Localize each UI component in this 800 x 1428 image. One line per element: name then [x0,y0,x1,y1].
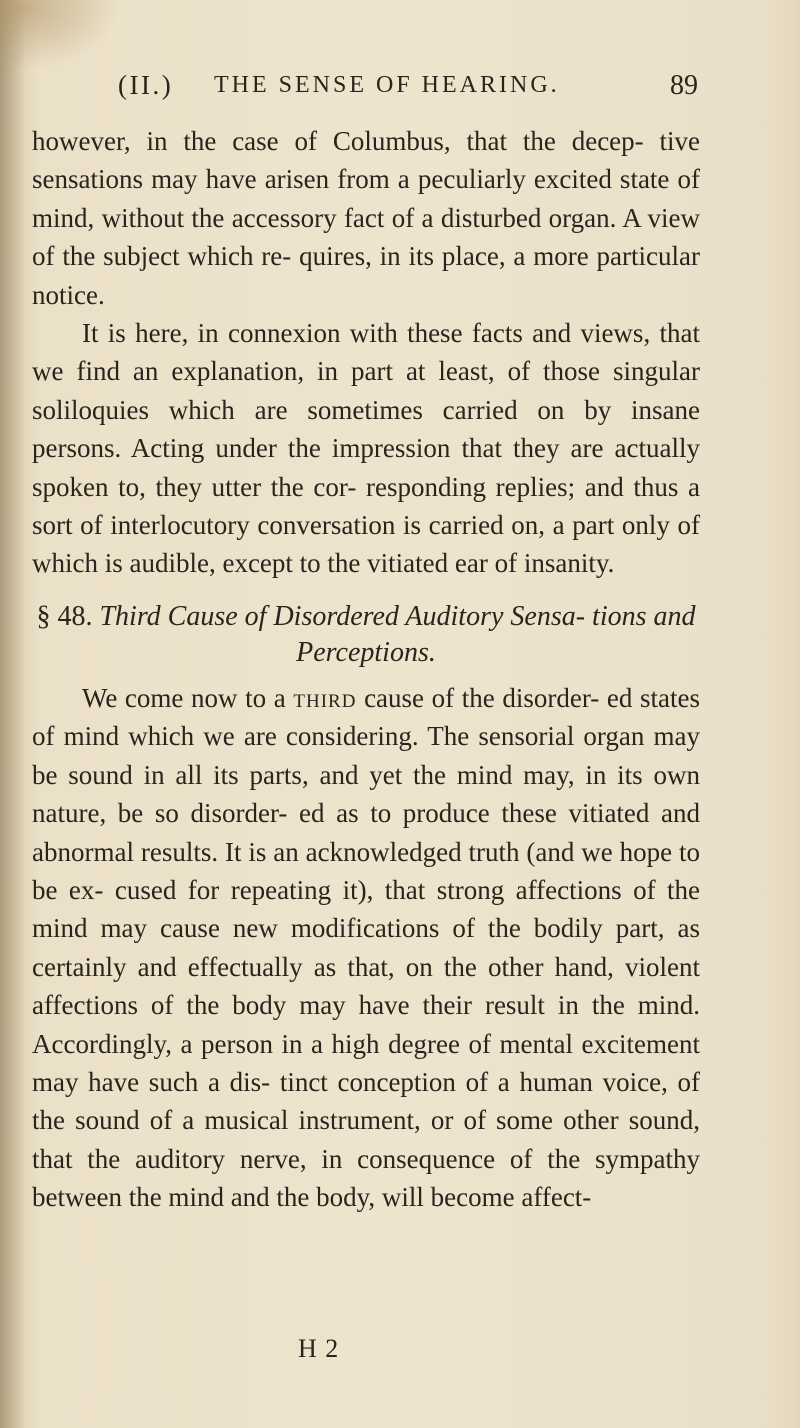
gutter-shadow [0,0,26,1428]
paragraph-body: cause of the disorder- ed states of mind which we are considering. The sensorial organ may be sound in all its parts, and yet the mind may, in its own nature, be so disorder- ed as to produce these vitiated and abnormal results. It is an acknowledged truth (and we hope to be ex- cused for repeating it), that strong affections of the mind may cause new modifications of the bodily part, as certainly and effectually as that, on the other hand, violent affections of the body may have their result in the mind. Accordingly, a person in a high degree of mental excitement may have such a dis- tinct conception of a human voice, of the sound of a musical instrument, or of some other sound, that the auditory nerve, in consequence of the sympathy between the mind and the body, will become affect- [32,682,700,1213]
section-title: Third Cause of Disordered Auditory Sensa- tions and Perceptions. [99,600,696,668]
section-number: § 48. [36,600,93,632]
signature-mark: H 2 [298,1334,340,1363]
corner-stain [0,0,120,70]
body-text [32,122,700,1217]
paragraph-lead: We come now to a [82,682,286,713]
paragraph: however, in the case of Columbus, that the decep- tive sensations may have arisen from a peculiarly excited state of mind, without the accessory fact of a disturbed organ. A view of the subject which re- quires, in its place, a more particular notice. [32,126,700,310]
paragraph [32,679,700,1217]
page-number: 89 [670,70,698,101]
chapter-number: (II.) [118,70,174,100]
small-caps-word: third [293,682,357,713]
running-head [118,70,698,110]
section-heading [32,599,700,671]
running-title: THE SENSE OF HEARING. [214,72,560,98]
paragraph: It is here, in connexion with these facts and views, that we find an explanation, in part at least, of those singular soliloquies which are sometimes carried on by insane persons. Acting under the impression that they are actually spoken to, they utter the cor- responding replies; and thus a sort of interlocutory conversation is carried on, a part only of which is audible, except to the vitiated ear of insanity. [32,318,700,579]
